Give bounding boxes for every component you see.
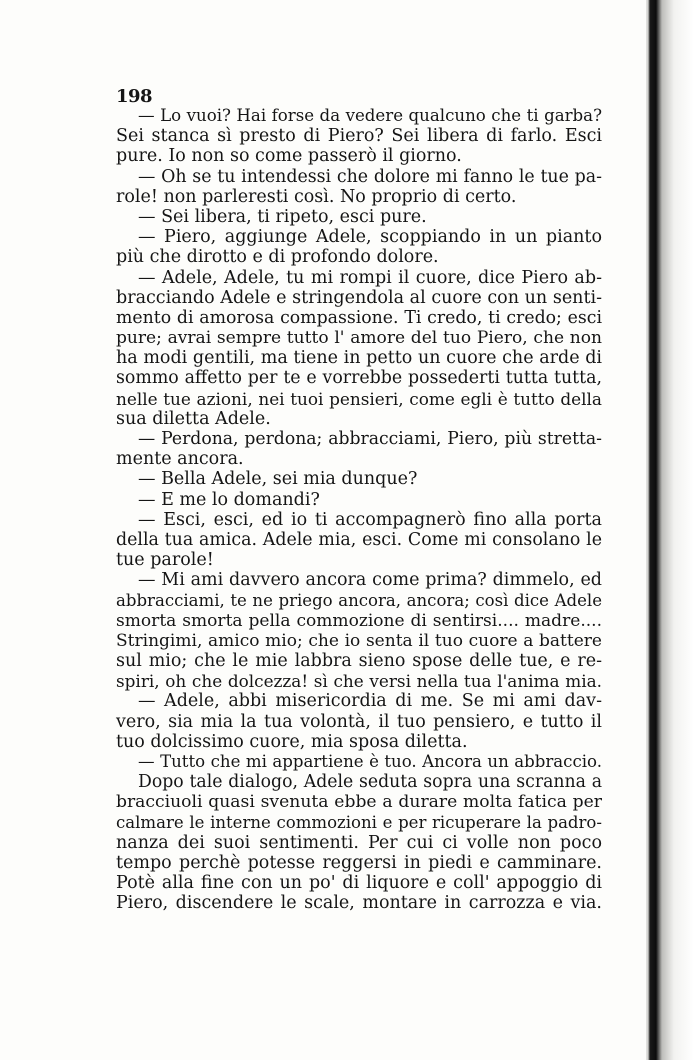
text-line: sommo affetto per te e vorrebbe possederti tutta tutta, xyxy=(116,368,602,389)
text-line: della tua amica. Adele mia, esci. Come mi consolano le xyxy=(116,529,602,550)
text-line: mente ancora. xyxy=(116,449,244,470)
text-line: tempo perchè potesse reggersi in piedi e camminare. xyxy=(116,852,602,873)
text-line: pure; avrai sempre tutto l' amore del tuo Piero, che non xyxy=(116,328,602,349)
text-line: sua diletta Adele. xyxy=(116,408,271,429)
text-line: nelle tue azioni, nei tuoi pensieri, come egli è tutto della xyxy=(116,388,602,409)
text-line: Potè alla fine con un po' di liquore e coll' appoggio di xyxy=(116,873,602,894)
text-line: Piero, discendere le scale, montare in carrozza e via. xyxy=(116,893,602,914)
text-line: — Adele, Adele, tu mi rompi il cuore, dice Piero ab- xyxy=(138,267,602,288)
text-line: tue parole! xyxy=(116,550,214,571)
text-line: spiri, oh che dolcezza! sì che versi nella tua l'anima mia. xyxy=(116,671,602,692)
text-line: bracciuoli quasi svenuta ebbe a durare molta fatica per xyxy=(116,792,602,813)
text-line: — Lo vuoi? Hai forse da vedere qualcuno che ti garba? xyxy=(138,106,602,125)
text-line: — Adele, abbi misericordia di me. Se mi ami dav- xyxy=(138,691,602,712)
text-line: — Piero, aggiunge Adele, scoppiando in un pianto xyxy=(138,227,602,248)
text-line: tuo dolcissimo cuore, mia sposa diletta. xyxy=(116,731,468,752)
text-line: sul mio; che le mie labbra sieno spose delle tue, e re- xyxy=(116,651,602,672)
text-line: — Tutto che mi appartiene è tuo. Ancora un abbraccio. xyxy=(138,752,602,771)
text-line: più che dirotto e di profondo dolore. xyxy=(116,247,439,268)
text-line: ha modi gentili, ma tiene in petto un cuore che arde di xyxy=(116,348,602,369)
text-line: Stringimi, amico mio; che io senta il tuo cuore a battere xyxy=(116,630,602,651)
text-line: vero, sia mia la tua volontà, il tuo pensiero, e tutto il xyxy=(116,711,602,732)
page-binding-edge xyxy=(646,0,694,1060)
text-line: nanza dei suoi sentimenti. Per cui ci volle non poco xyxy=(116,832,602,853)
text-line: — Perdona, perdona; abbracciami, Piero, più stretta- xyxy=(138,429,602,449)
page-number: 198 xyxy=(116,86,153,107)
text-line: calmare le interne commozioni e per ricuperare la padro- xyxy=(116,812,602,832)
text-line: mento di amorosa compassione. Ti credo, ti credo; esci xyxy=(116,307,602,328)
text-line: role! non parleresti così. No proprio di certo. xyxy=(116,186,517,207)
text-line: smorta smorta pella commozione di sentirsi.... madre.... xyxy=(116,610,602,631)
text-line: — Oh se tu intendessi che dolore mi fanno le tue pa- xyxy=(138,166,602,187)
text-line: pure. Io non so come passerò il giorno. xyxy=(116,146,462,167)
text-line: — Sei libera, ti ripeto, esci pure. xyxy=(138,206,427,227)
text-line: Sei stanca sì presto di Piero? Sei libera di farlo. Esci xyxy=(116,126,602,147)
text-line: abbracciami, te ne priego ancora, ancora; così dice Adele xyxy=(116,590,602,610)
text-line: — Esci, esci, ed io ti accompagnerò fino alla porta xyxy=(138,509,602,530)
text-line: — E me lo domandi? xyxy=(138,489,320,510)
text-line: — Mi ami davvero ancora come prima? dimmelo, ed xyxy=(138,570,602,591)
text-line: — Bella Adele, sei mia dunque? xyxy=(138,469,418,490)
text-line: Dopo tale dialogo, Adele seduta sopra una scranna a xyxy=(138,772,602,793)
text-line: bracciando Adele e stringendola al cuore con un senti- xyxy=(116,287,602,308)
body-text xyxy=(116,106,602,914)
